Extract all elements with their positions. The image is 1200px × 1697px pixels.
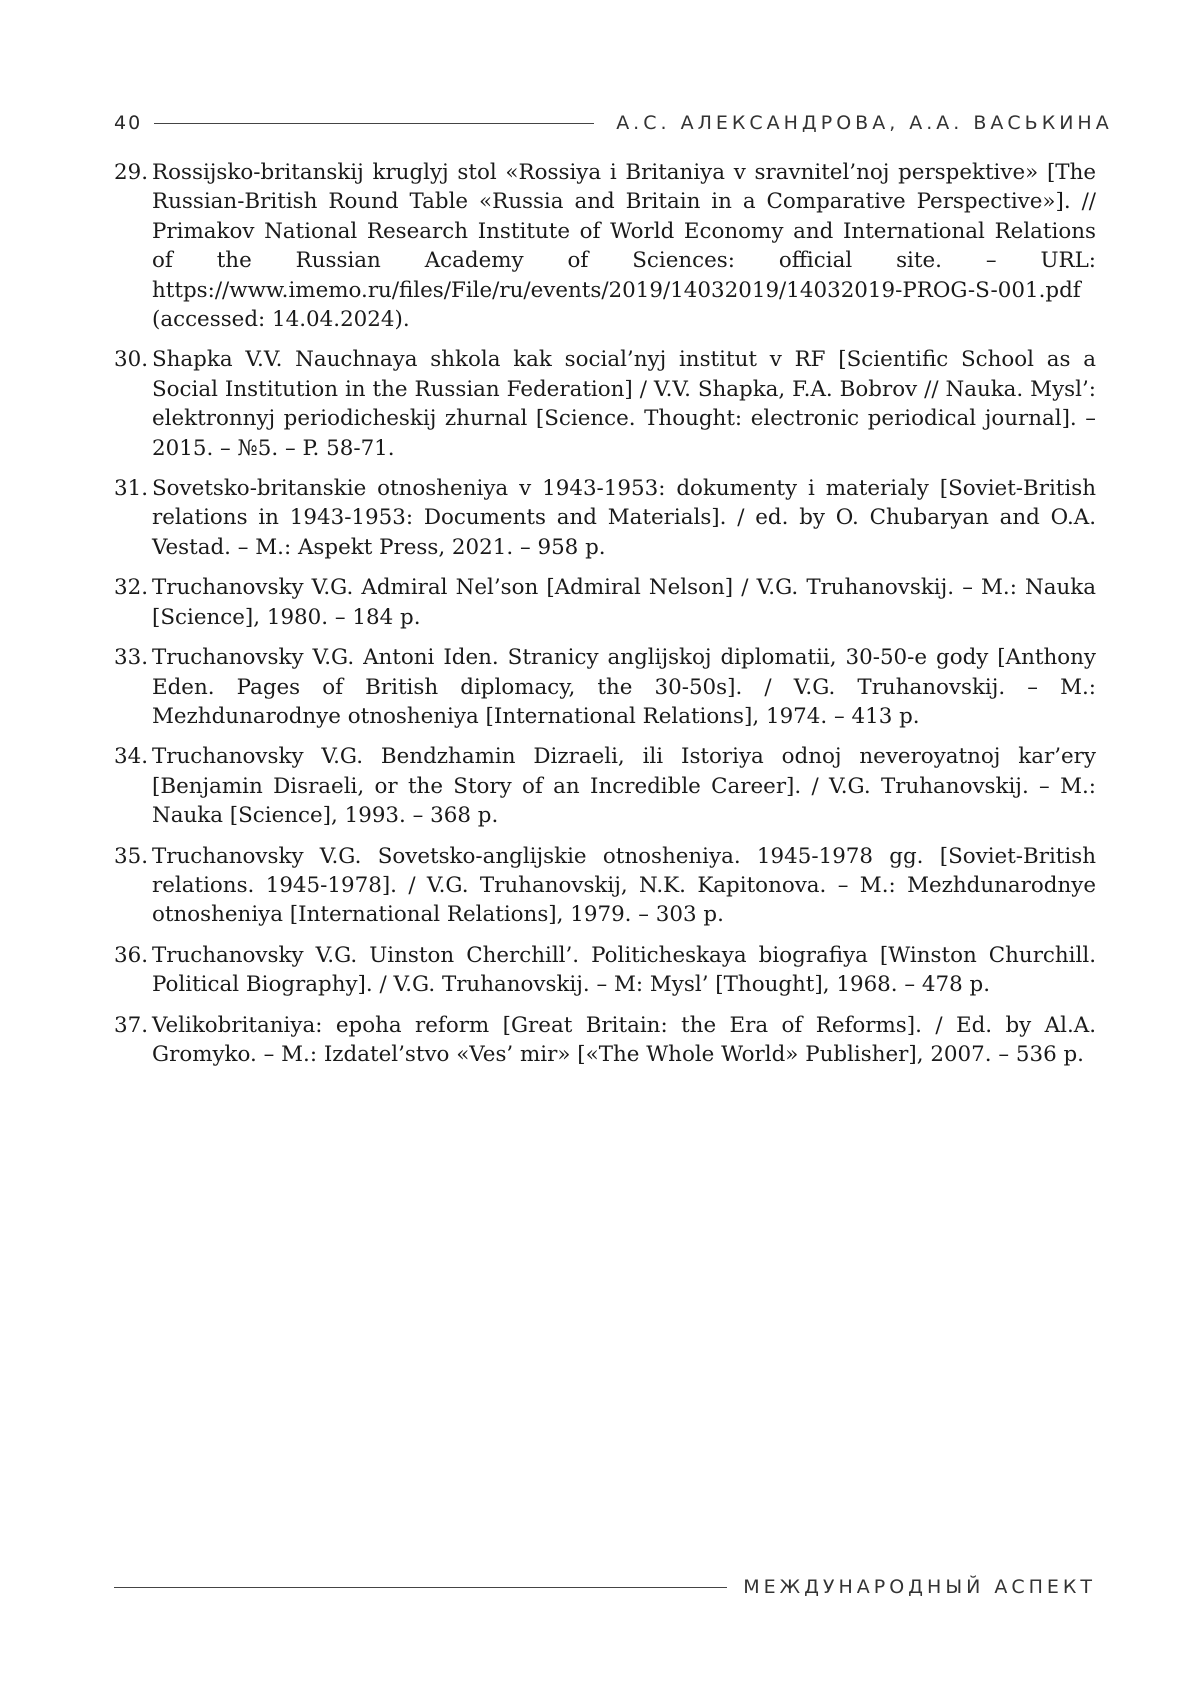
reference-text: Rossijsko-britanskij kruglyj stol «Rossiya i Britaniya v sravnitel’noj perspektive» [The Russian-British Round Table «Russia and Britain in a Comparative Perspective»]. // Primakov National Research Institute of World Economy and International Relations of the Russian Academy of Sciences: official site. – URL: https://www.imemo.ru/files/File/ru/events/2019/14032019/14032019-PROG-S-001.pdf (accessed: 14.04.2024). xyxy=(152,160,1096,333)
reference-item xyxy=(114,1011,1096,1070)
reference-text: Truchanovsky V.G. Sovetsko-anglijskie otnosheniya. 1945-1978 gg. [Soviet-British relations. 1945-1978]. / V.G. Truhanovskij, N.K. Kapitonova. – M.: Mezhdunarodnye otnosheniya [International Relations], 1979. – 303 p. xyxy=(152,843,1096,928)
reference-item xyxy=(114,643,1096,731)
reference-item xyxy=(114,474,1096,562)
reference-number: 29. xyxy=(114,160,149,185)
reference-item xyxy=(114,742,1096,830)
reference-text: Shapka V.V. Nauchnaya shkola kak social’nyj institut v RF [Scientific School as a Social Institution in the Russian Federation] / V.V. Shapka, F.A. Bobrov // Nauka. Mysl’: elektronnyj periodicheskij zhurnal [Science. Thought: electronic periodical journal]. – 2015. – №5. – P. 58-71. xyxy=(152,347,1096,461)
reference-number: 32. xyxy=(114,575,149,601)
reference-item xyxy=(114,842,1096,930)
reference-text: Truchanovsky V.G. Bendzhamin Dizraeli, ili Istoriya odnoj neveroyatnoj kar’ery [Benjamin Disraeli, or the Story of an Incredible Career]. / V.G. Truhanovskij. – M.: Nauka [Science], 1993. – 368 p. xyxy=(152,744,1096,829)
reference-number: 37. xyxy=(114,1012,149,1038)
reference-text: Sovetsko-britanskie otnosheniya v 1943-1953: dokumenty i materialy [Soviet-British relations in 1943-1953: Documents and Materials]. / ed. by O. Chubaryan and O.A. Vestad. – M.: Aspekt Press, 2021. – 958 p. xyxy=(152,476,1096,560)
reference-number: 35. xyxy=(114,843,149,869)
reference-text: Truchanovsky V.G. Admiral Nel’son [Admiral Nelson] / V.G. Truhanovskij. – M.: Nauka [Science], 1980. – 184 p. xyxy=(152,575,1096,630)
reference-number: 30. xyxy=(114,347,149,373)
running-header xyxy=(114,108,1113,138)
reference-number: 36. xyxy=(114,942,149,968)
reference-number: 31. xyxy=(114,476,149,502)
footer-rule xyxy=(114,1587,727,1588)
reference-item xyxy=(114,345,1096,463)
footer-journal-title: МЕЖДУНАРОДНЫЙ АСПЕКТ xyxy=(743,1576,1096,1598)
running-footer xyxy=(114,1572,1096,1602)
reference-item xyxy=(114,158,1096,334)
reference-number: 33. xyxy=(114,645,149,671)
reference-text: Truchanovsky V.G. Antoni Iden. Stranicy anglijskoj diplomatii, 30-50-e gody [Anthony Eden. Pages of British diplomacy, the 30-50s]. / V.G. Truhanovskij. – M.: Mezhdunarodnye otnosheniya [International Relations], 1974. – 413 p. xyxy=(152,645,1096,729)
reference-text: Velikobritaniya: epoha reform [Great Britain: the Era of Reforms]. / Ed. by Al.A. Gromyko. – M.: Izdatel’stvo «Ves’ mir» [«The Whole World» Publisher], 2007. – 536 p. xyxy=(152,1012,1096,1067)
reference-item xyxy=(114,573,1096,632)
reference-item xyxy=(114,941,1096,1000)
header-authors: А.С. АЛЕКСАНДРОВА, А.А. ВАСЬКИНА xyxy=(616,112,1113,134)
reference-number: 34. xyxy=(114,744,149,770)
reference-list xyxy=(114,158,1096,1080)
header-rule xyxy=(154,123,594,124)
reference-text: Truchanovsky V.G. Uinston Cherchill’. Politicheskaya biografiya [Winston Churchill. Political Biography]. / V.G. Truhanovskij. – M: Mysl’ [Thought], 1968. – 478 p. xyxy=(152,942,1096,998)
page-number: 40 xyxy=(114,112,143,134)
